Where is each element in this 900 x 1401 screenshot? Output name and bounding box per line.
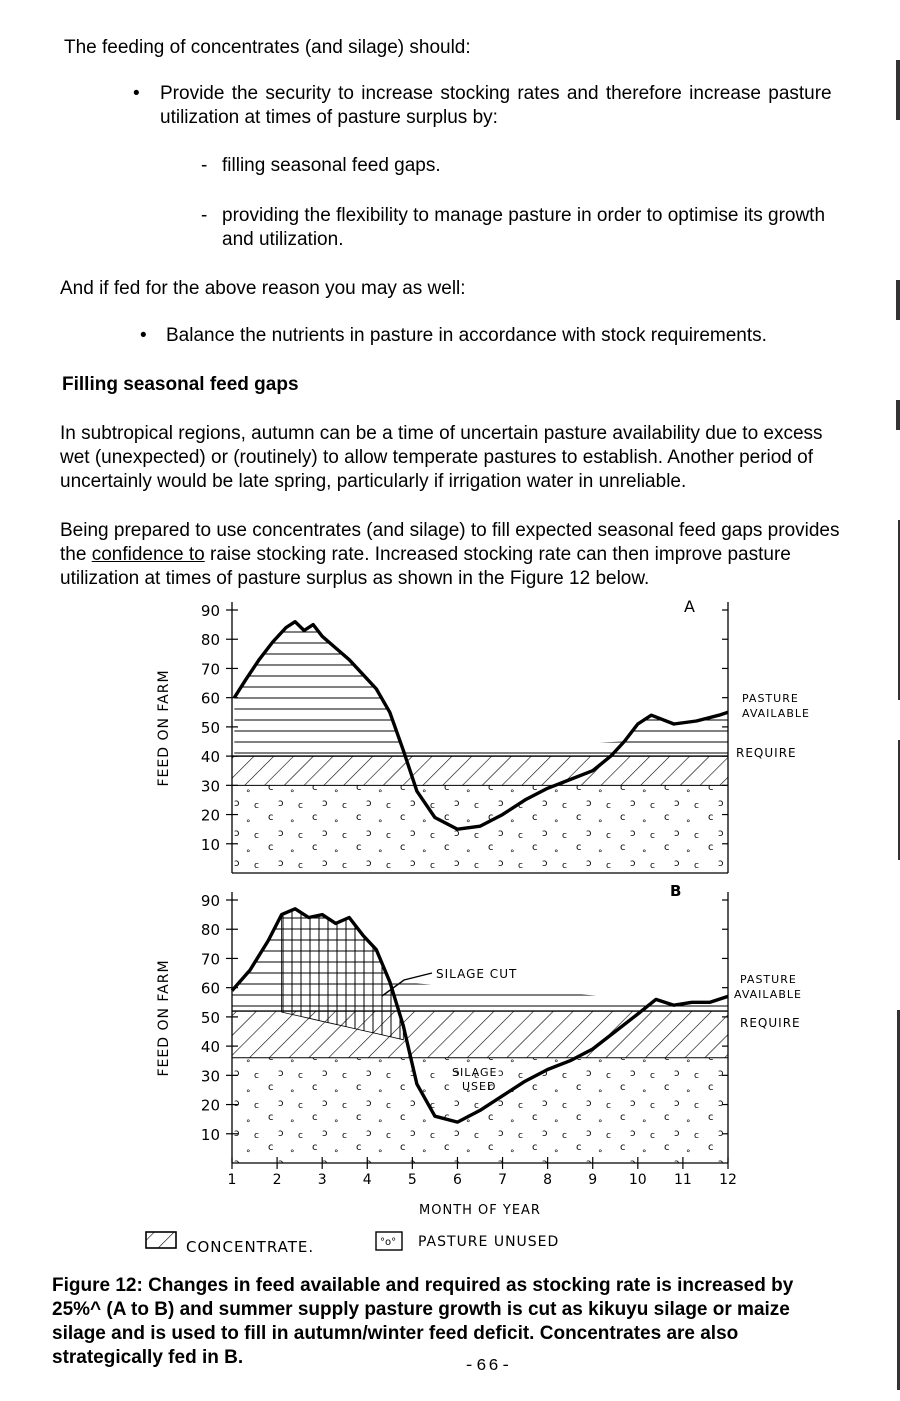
y-tick-label: 40 xyxy=(200,1038,220,1057)
concentrate-area-a xyxy=(232,756,728,785)
para2-line1: Being prepared to use concentrates (and silage) to fill expected seasonal feed gaps provides xyxy=(60,520,840,541)
figure-12-chart xyxy=(0,590,900,1260)
legend-pasture-label: PASTURE UNUSED xyxy=(418,1234,560,1250)
y-tick-label: 20 xyxy=(200,806,220,825)
x-axis-label: MONTH OF YEAR xyxy=(419,1203,541,1218)
bullet-1-line-2: utilization at times of pasture surplus by: xyxy=(160,107,498,128)
y-tick-label: 60 xyxy=(200,689,220,708)
para1-line2: wet (unexpected) or (routinely) to allow temperate pastures to establish. Another period of xyxy=(60,447,814,468)
bullet-marker: • xyxy=(133,83,140,104)
y-tick-label: 40 xyxy=(200,748,220,767)
y-tick-label: 10 xyxy=(200,1125,220,1144)
x-tick-label: 7 xyxy=(498,1172,508,1188)
dash-marker: - xyxy=(201,205,208,226)
dash-marker: - xyxy=(201,155,208,176)
sub-item-2-line-1: providing the flexibility to manage pasture in order to optimise its growth xyxy=(222,205,826,226)
required-label-a: REQUIRE xyxy=(736,746,797,760)
y-tick-label: 30 xyxy=(200,1067,220,1086)
para2-line2 xyxy=(60,543,791,567)
underlined-phrase: confidence to xyxy=(91,544,205,565)
sub-item-1: filling seasonal feed gaps. xyxy=(222,155,441,176)
y-tick-label: 20 xyxy=(200,1096,220,1115)
bullet-1-line-1: Provide the security to increase stocking rates and therefore increase pasture xyxy=(160,83,832,104)
y-tick-label: 60 xyxy=(200,979,220,998)
silage-used-label-1: SILAGE xyxy=(452,1066,498,1079)
para2-line3: utilization at times of pasture surplus as shown in the Figure 12 below. xyxy=(60,568,650,589)
available-label-b: AVAILABLE xyxy=(734,988,802,1001)
y-tick-label: 70 xyxy=(200,950,220,969)
legend-pasture-swatch-dots: °o° xyxy=(380,1237,397,1248)
bullet-marker: • xyxy=(140,325,147,346)
para2-line2-end: raise stocking rate. Increased stocking rate can then improve pasture xyxy=(204,544,791,565)
silage-cut-label: SILAGE CUT xyxy=(436,967,518,981)
x-tick-label: 11 xyxy=(673,1172,692,1188)
y-axis-label-b: FEED ON FARM xyxy=(156,959,172,1077)
panel-a xyxy=(156,597,810,873)
bullet-2: Balance the nutrients in pasture in accordance with stock requirements. xyxy=(166,325,767,346)
available-label-a: AVAILABLE xyxy=(742,707,810,720)
legend-concentrate-label: CONCENTRATE. xyxy=(186,1238,315,1256)
scan-edge-mark xyxy=(896,400,900,430)
pasture-label-b: PASTURE xyxy=(740,973,797,986)
para1-line3: uncertainly would be late spring, particularly if irrigation water in unreliable. xyxy=(60,471,687,492)
intro-text: The feeding of concentrates (and silage) should: xyxy=(64,37,471,58)
pasture-unused-area-a xyxy=(232,785,728,873)
panel-b xyxy=(156,882,802,1218)
legend-concentrate-swatch xyxy=(146,1232,176,1248)
y-tick-label: 70 xyxy=(200,660,220,679)
y-tick-label: 50 xyxy=(200,718,220,737)
y-tick-label: 80 xyxy=(200,921,220,940)
x-tick-label: 6 xyxy=(452,1172,462,1188)
legend xyxy=(146,1232,559,1256)
x-tick-label: 12 xyxy=(719,1172,737,1188)
y-tick-label: 80 xyxy=(200,631,220,650)
panel-a-label: A xyxy=(684,597,695,616)
figure-caption-line2: 25%^ (A to B) and summer supply pasture growth is cut as kikuyu silage or maize xyxy=(52,1299,790,1320)
figure-caption-line1: Figure 12: Changes in feed available and required as stocking rate is increased by xyxy=(52,1275,794,1296)
x-tick-label: 10 xyxy=(628,1172,647,1188)
figure-caption-line4: strategically fed in B. xyxy=(52,1347,244,1368)
page-number: -66- xyxy=(464,1357,513,1376)
sub-item-2-line-2: and utilization. xyxy=(222,229,344,250)
para2-line2-start: the xyxy=(60,544,92,565)
pasture-surplus-area-a xyxy=(234,622,728,756)
para1-line1: In subtropical regions, autumn can be a time of uncertain pasture availability due to excess xyxy=(60,423,823,444)
y-tick-label: 10 xyxy=(200,835,220,854)
y-tick-label: 90 xyxy=(200,602,220,620)
y-tick-label: 30 xyxy=(200,777,220,796)
silage-used-label-2: USED xyxy=(462,1080,497,1093)
x-tick-label: 3 xyxy=(317,1172,327,1188)
and-if-text: And if fed for the above reason you may as well: xyxy=(60,278,466,299)
pasture-label-a: PASTURE xyxy=(742,692,799,705)
x-tick-label: 9 xyxy=(588,1172,598,1188)
x-tick-label: 2 xyxy=(272,1172,282,1188)
x-tick-label: 8 xyxy=(543,1172,553,1188)
x-tick-label: 4 xyxy=(362,1172,372,1188)
y-axis-label-a: FEED ON FARM xyxy=(156,669,172,787)
y-tick-label: 90 xyxy=(200,892,220,910)
scan-edge-mark xyxy=(896,280,900,320)
figure-caption-line3: silage and is used to fill in autumn/winter feed deficit. Concentrates are also xyxy=(52,1323,739,1344)
scan-edge-mark xyxy=(896,60,900,120)
x-tick-label: 5 xyxy=(407,1172,417,1188)
section-heading: Filling seasonal feed gaps xyxy=(62,374,299,395)
y-tick-label: 50 xyxy=(200,1008,220,1027)
required-label-b: REQUIRE xyxy=(740,1016,801,1030)
x-tick-label: 1 xyxy=(227,1172,237,1188)
panel-b-label: B xyxy=(670,882,682,900)
